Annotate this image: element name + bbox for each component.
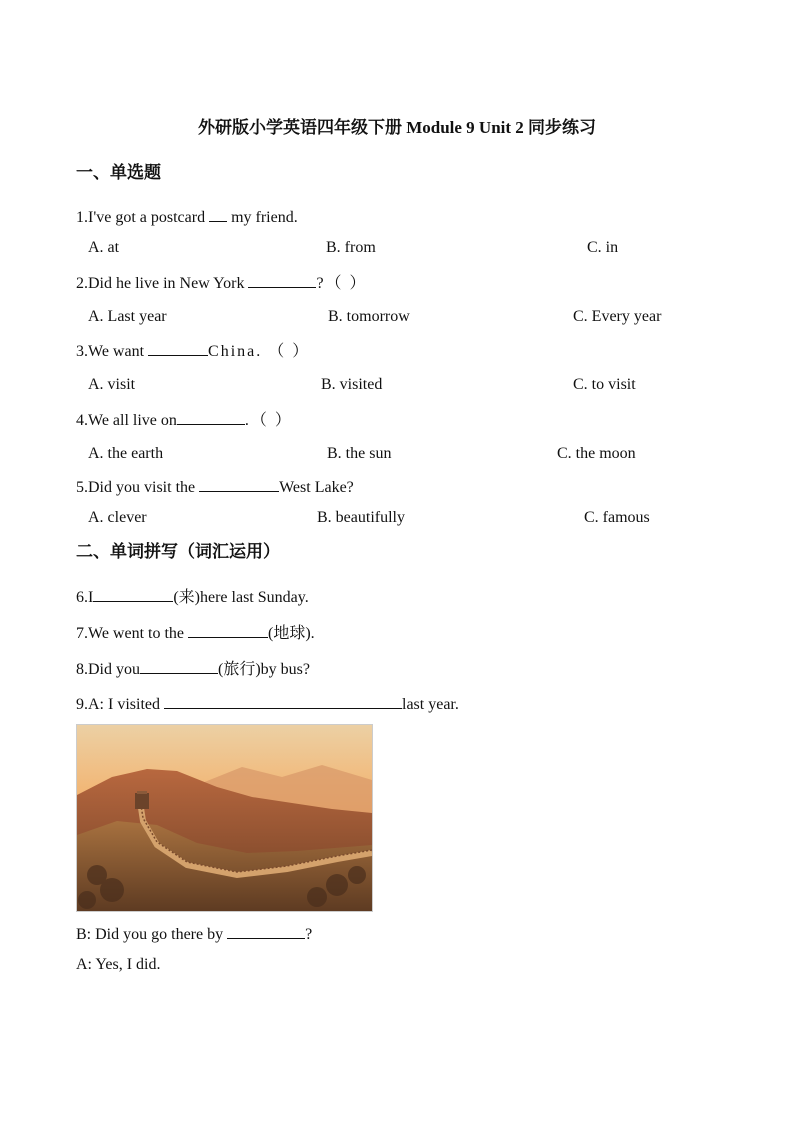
answer-blank[interactable] bbox=[248, 272, 316, 288]
section-heading-single-choice: 一、单选题 bbox=[76, 163, 161, 182]
question-text: West Lake? bbox=[279, 479, 354, 496]
option-a[interactable]: A. at bbox=[88, 239, 120, 256]
option-b[interactable]: B. from bbox=[326, 239, 376, 256]
question-text: 2.Did he live in New York bbox=[76, 275, 249, 292]
option-c[interactable]: C. to visit bbox=[573, 376, 636, 393]
question-8 bbox=[76, 658, 310, 680]
option-c[interactable]: C. in bbox=[587, 239, 619, 256]
question-text: .（ ） bbox=[244, 412, 293, 429]
question-text: 6.I bbox=[76, 589, 94, 606]
answer-blank[interactable] bbox=[164, 693, 402, 709]
great-wall-photo bbox=[76, 724, 373, 912]
question-text: 7.We went to the bbox=[76, 625, 189, 642]
question-5 bbox=[76, 476, 354, 498]
option-c[interactable]: C. famous bbox=[584, 509, 650, 526]
question-6 bbox=[76, 586, 309, 608]
question-text: ?（ ） bbox=[316, 275, 368, 292]
question-text: B: Did you go there by bbox=[76, 926, 228, 943]
question-2 bbox=[76, 272, 368, 294]
answer-blank[interactable] bbox=[227, 923, 305, 939]
question-1 bbox=[76, 206, 298, 228]
option-b[interactable]: B. visited bbox=[321, 376, 383, 393]
option-c[interactable]: C. Every year bbox=[573, 308, 662, 325]
question-text: (来)here last Sunday. bbox=[173, 589, 309, 606]
question-text: last year. bbox=[402, 696, 459, 713]
answer-blank[interactable] bbox=[209, 206, 227, 222]
option-c[interactable]: C. the moon bbox=[557, 445, 636, 462]
section-heading-spelling: 二、单词拼写（词汇运用） bbox=[76, 542, 280, 561]
question-text: China. （ ） bbox=[208, 343, 311, 360]
option-a[interactable]: A. visit bbox=[88, 376, 136, 393]
answer-blank[interactable] bbox=[93, 586, 173, 602]
answer-blank[interactable] bbox=[199, 476, 279, 492]
option-a[interactable]: A. the earth bbox=[88, 445, 164, 462]
option-a[interactable]: A. clever bbox=[88, 509, 147, 526]
answer-blank[interactable] bbox=[148, 340, 208, 356]
option-b[interactable]: B. the sun bbox=[327, 445, 392, 462]
answer-blank[interactable] bbox=[188, 622, 268, 638]
question-9-b bbox=[76, 923, 312, 945]
question-text: (旅行)by bus? bbox=[218, 661, 310, 678]
question-text: (地球). bbox=[268, 625, 315, 642]
question-text: 4.We all live on bbox=[76, 412, 177, 429]
question-text: 3.We want bbox=[76, 343, 149, 360]
question-text: 1.I've got a postcard bbox=[76, 209, 210, 226]
option-b[interactable]: B. tomorrow bbox=[328, 308, 410, 325]
question-text: 5.Did you visit the bbox=[76, 479, 200, 496]
answer-blank[interactable] bbox=[177, 409, 245, 425]
question-3 bbox=[76, 340, 310, 362]
question-text: 8.Did you bbox=[76, 661, 140, 678]
question-text: 9.A: I visited bbox=[76, 696, 164, 713]
question-9-reply: A: Yes, I did. bbox=[76, 956, 161, 973]
question-7 bbox=[76, 622, 315, 644]
option-b[interactable]: B. beautifully bbox=[317, 509, 405, 526]
question-text: my friend. bbox=[227, 209, 298, 226]
page-title: 外研版小学英语四年级下册 Module 9 Unit 2 同步练习 bbox=[197, 118, 597, 137]
option-a[interactable]: A. Last year bbox=[88, 308, 167, 325]
answer-blank[interactable] bbox=[140, 658, 218, 674]
question-9 bbox=[76, 693, 459, 715]
question-text: ? bbox=[305, 926, 313, 943]
question-4 bbox=[76, 409, 293, 431]
